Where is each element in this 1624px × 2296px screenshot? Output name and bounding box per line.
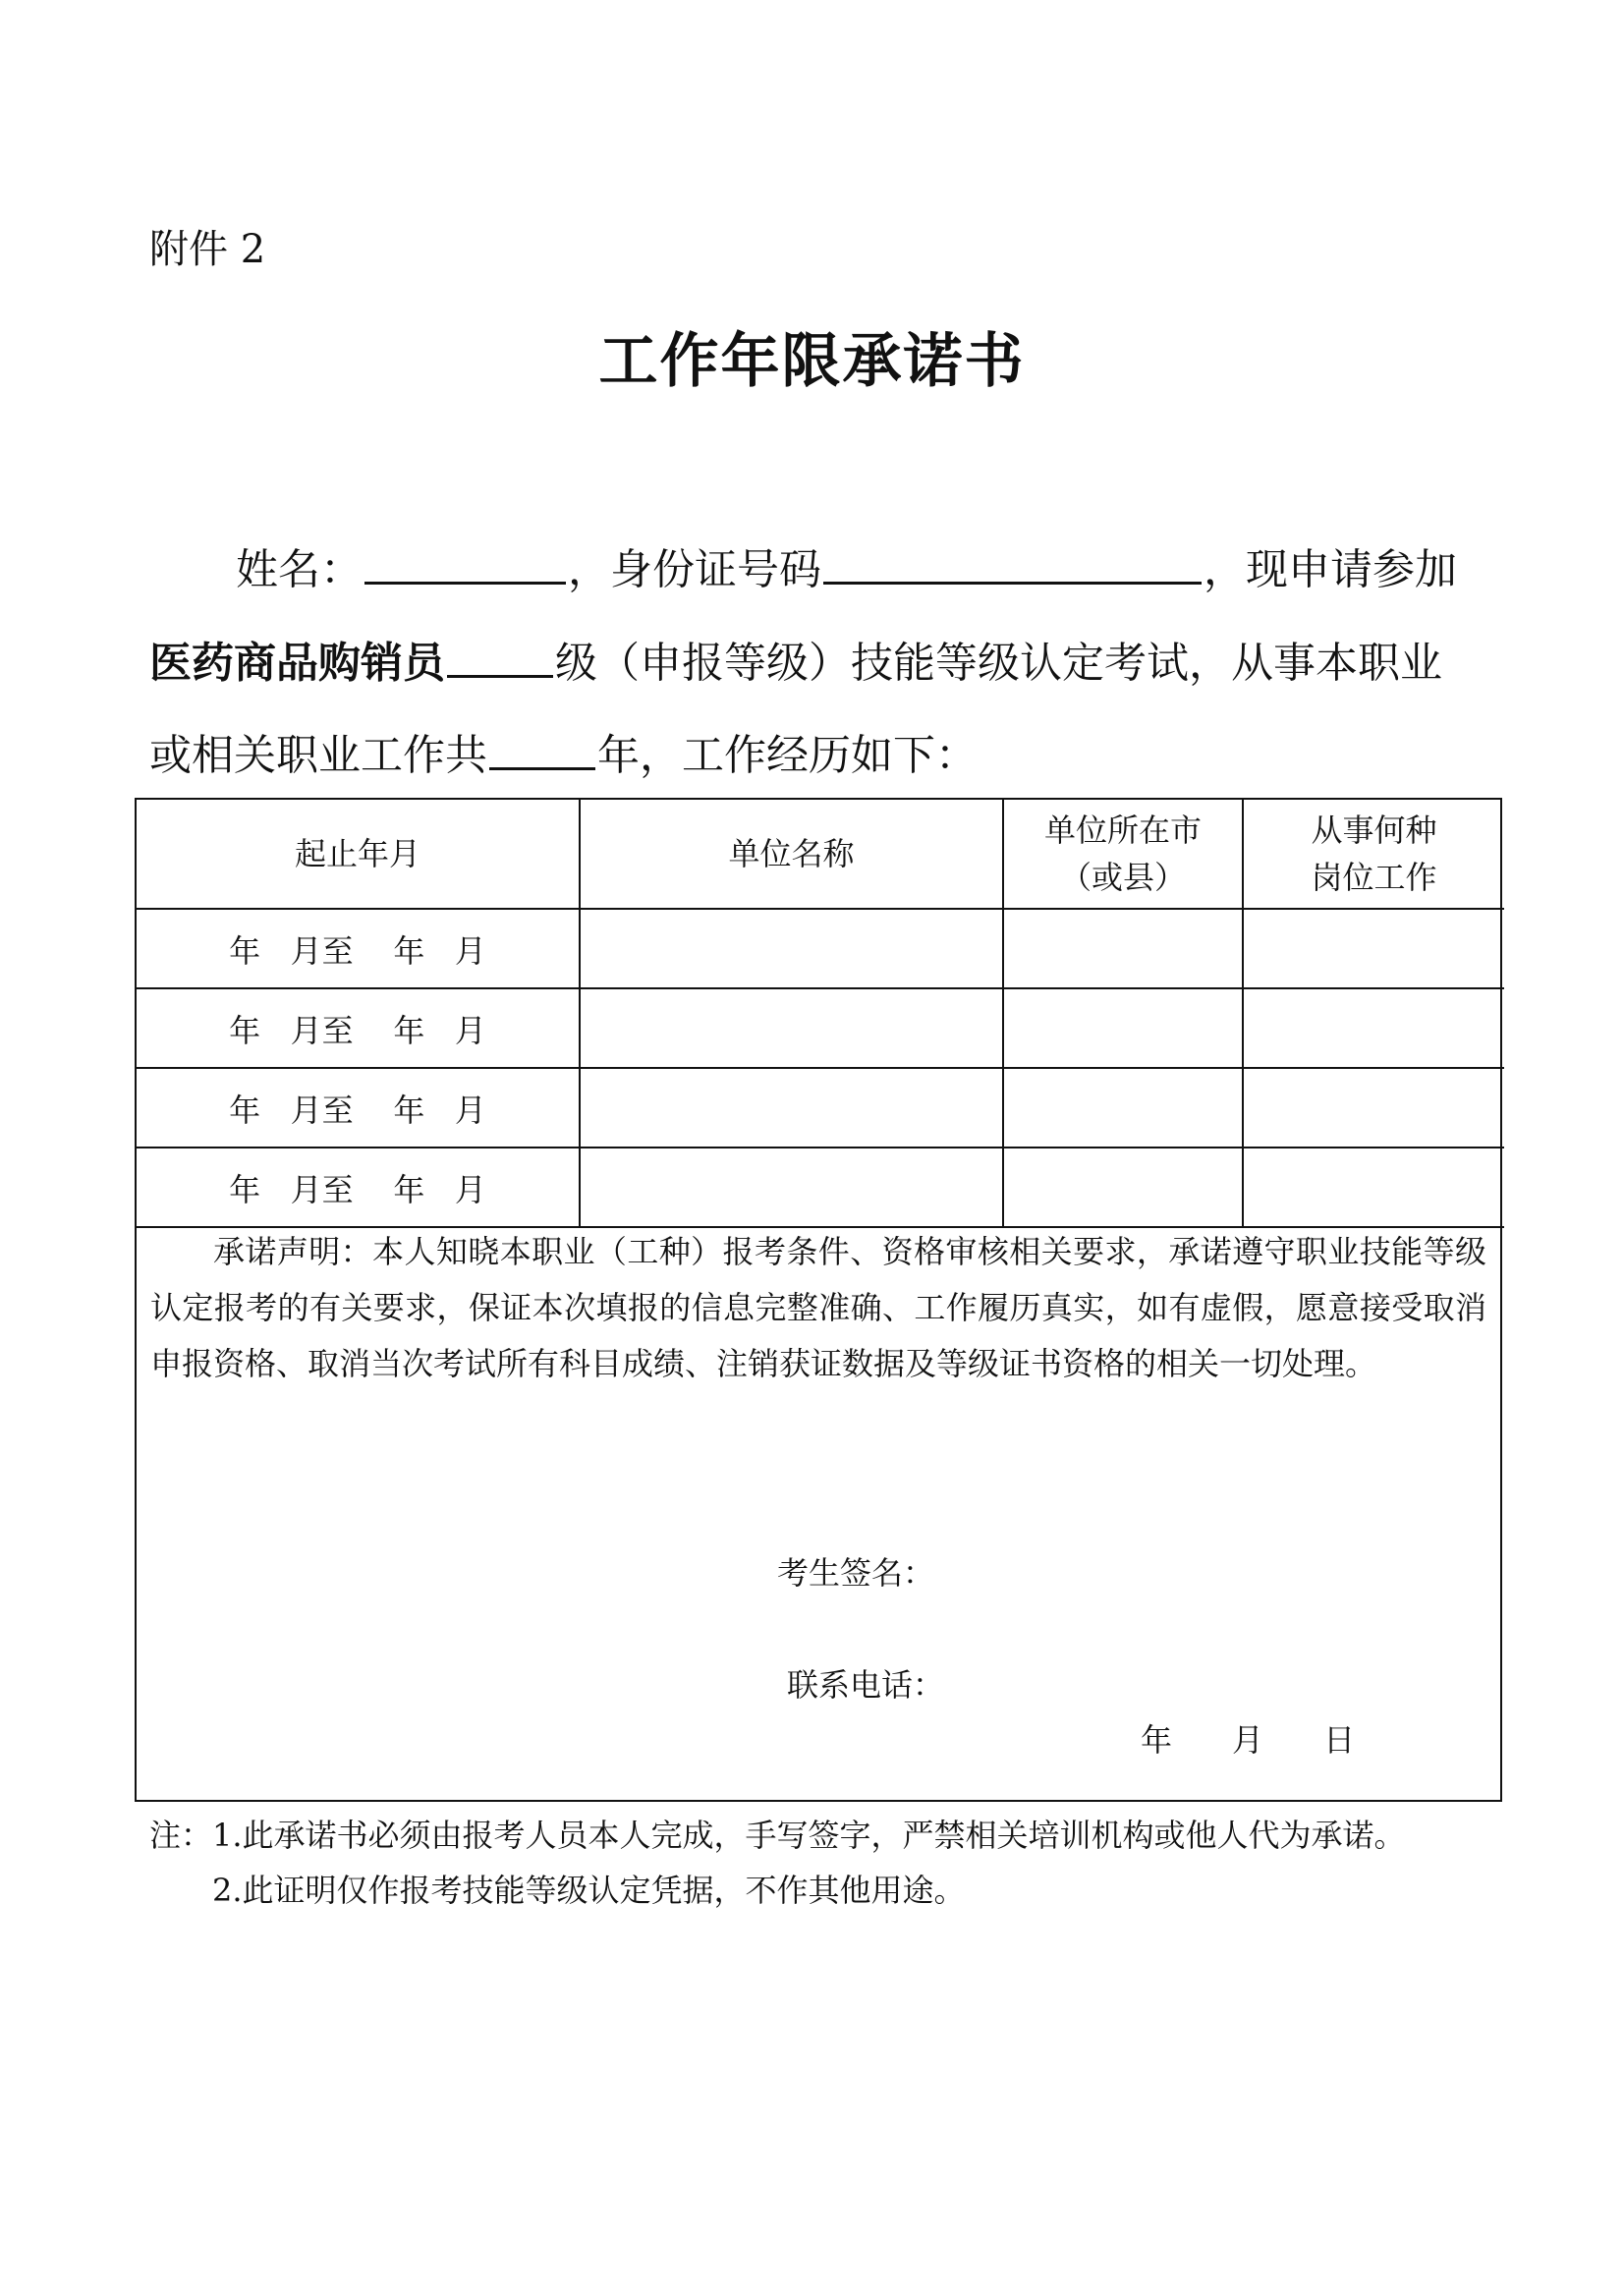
attachment-label: 附件 2 [149,227,266,272]
post-cell[interactable] [1243,909,1504,988]
id-number-blank[interactable] [823,543,1202,585]
note-2: 2.此证明仅作报考技能等级认定凭据，不作其他用途。 [212,1872,966,1909]
intro-line-2 [149,637,1442,689]
years-blank[interactable] [489,729,595,770]
date-label[interactable]: 年 月 日 [1141,1721,1356,1759]
header-period: 起止年月 [137,800,580,909]
unit-cell[interactable] [580,1068,1003,1148]
document-title: 工作年限承诺书 [598,327,1026,396]
work-history-form [135,798,1502,1802]
table-row [137,1148,1504,1227]
header-unit-city: 单位所在市 （或县） [1003,800,1243,909]
pledge-section [137,1224,1500,1392]
period-cell[interactable]: 年 月至 年 月 [137,1148,580,1227]
level-blank[interactable] [447,637,553,678]
years-suffix: 年，工作经历如下： [597,731,978,781]
id-label: ，身份证号码 [568,545,821,595]
pledge-statement: 承诺声明：本人知晓本职业（工种）报考条件、资格审核相关要求，承诺遵守职业技能等级认定报考的有关要求，保证本次填报的信息完整准确、工作履历真实，如有虚假，愿意接受取消申报资格、取消当次考试所有科目成绩、注销获证数据及等级证书资格的相关一切处理。 [150,1233,1486,1382]
period-cell[interactable]: 年 月至 年 月 [137,988,580,1068]
header-post: 从事何种 岗位工作 [1243,800,1504,909]
name-blank[interactable] [364,543,566,585]
unit-cell[interactable] [580,988,1003,1068]
unit-cell[interactable] [580,1148,1003,1227]
work-history-table [137,800,1504,1228]
period-cell[interactable]: 年 月至 年 月 [137,909,580,988]
table-row [137,1068,1504,1148]
table-row [137,988,1504,1068]
level-text: 级（申报等级）技能等级认定考试，从事本职业 [555,639,1442,689]
city-cell[interactable] [1003,909,1243,988]
header-unit-name: 单位名称 [580,800,1003,909]
occupation-name: 医药商品购销员 [149,639,445,689]
post-cell[interactable] [1243,988,1504,1068]
period-cell[interactable]: 年 月至 年 月 [137,1068,580,1148]
intro-line-1 [236,543,1457,595]
signature-label[interactable]: 考生签名： [777,1554,935,1592]
city-cell[interactable] [1003,1068,1243,1148]
unit-cell[interactable] [580,909,1003,988]
city-cell[interactable] [1003,1148,1243,1227]
post-cell[interactable] [1243,1148,1504,1227]
note-1: 注：1.此承诺书必须由报考人员本人完成，手写签字，严禁相关培训机构或他人代为承诺。 [149,1817,1406,1854]
years-prefix: 或相关职业工作共 [149,731,487,781]
table-row [137,909,1504,988]
intro-line-3 [149,729,978,781]
city-cell[interactable] [1003,988,1243,1068]
table-header-row [137,800,1504,909]
phone-label[interactable]: 联系电话： [787,1666,945,1704]
apply-label: ，现申请参加 [1204,545,1457,595]
name-label: 姓名： [236,545,363,595]
post-cell[interactable] [1243,1068,1504,1148]
